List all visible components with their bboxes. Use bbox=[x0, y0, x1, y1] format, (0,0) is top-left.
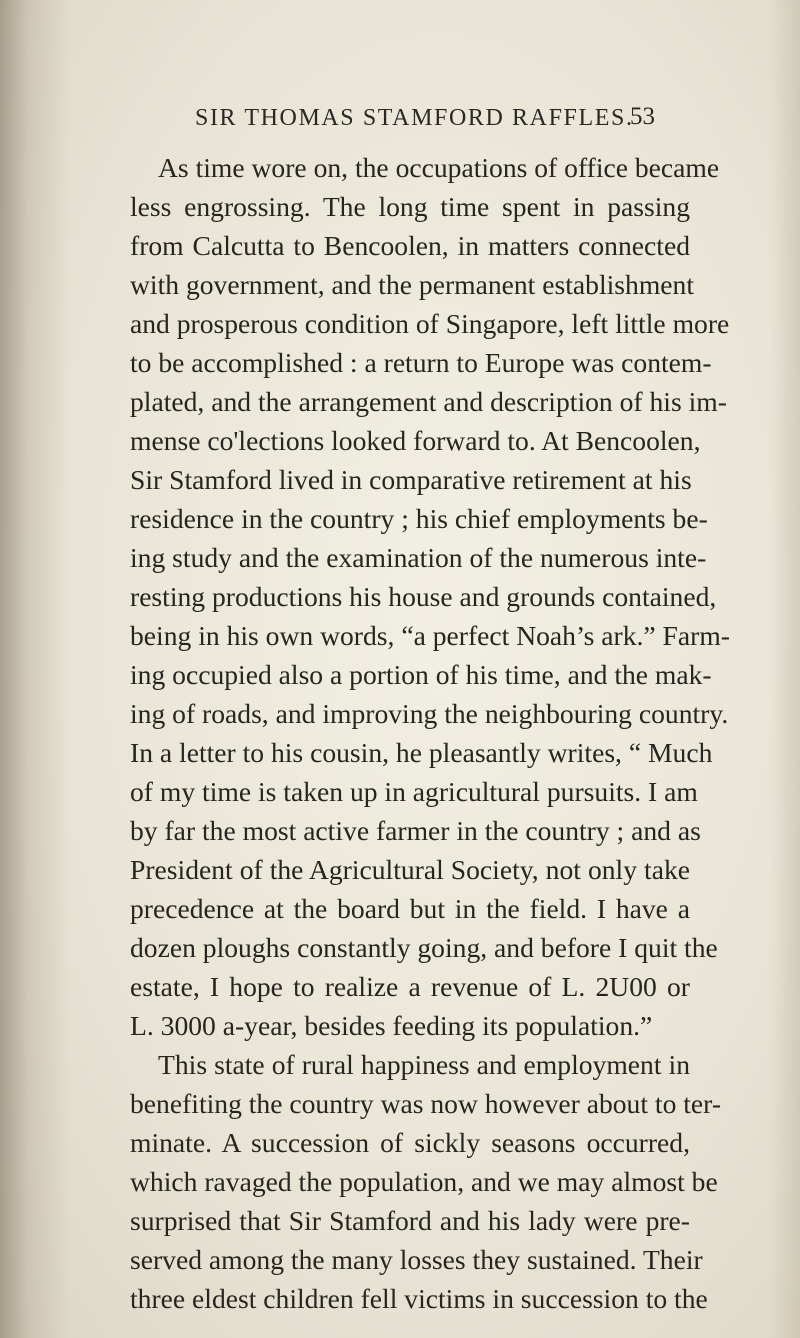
text-line: benefiting the country was now however about to ter- bbox=[130, 1088, 722, 1119]
text-line: served among the many losses they sustained. Their bbox=[130, 1244, 703, 1275]
text-line: with government, and the permanent establishment bbox=[130, 269, 694, 300]
text-line: and prosperous condition of Singapore, left little more bbox=[130, 308, 730, 339]
text-line: ing occupied also a portion of his time, and the mak- bbox=[130, 659, 712, 690]
text-line: three eldest children fell victims in succession to the bbox=[130, 1283, 708, 1314]
text-line: of my time is taken up in agricultural pursuits. I am bbox=[130, 776, 698, 807]
running-head bbox=[195, 105, 655, 135]
text-line: This state of rural happiness and employment in bbox=[158, 1049, 690, 1080]
text-line: minate. A succession of sickly seasons occurred, bbox=[130, 1127, 690, 1158]
text-line: Sir Stamford lived in comparative retirement at his bbox=[130, 464, 692, 495]
text-line: precedence at the board but in the field. I have a bbox=[130, 893, 690, 924]
text-line: plated, and the arrangement and description of his im- bbox=[130, 386, 727, 417]
text-line: resting productions his house and grounds contained, bbox=[130, 581, 717, 612]
text-line: residence in the country ; his chief employments be- bbox=[130, 503, 708, 534]
text-line: As time wore on, the occupations of office became bbox=[158, 152, 720, 183]
text-line: from Calcutta to Bencoolen, in matters connected bbox=[130, 230, 690, 261]
text-line: less engrossing. The long time spent in passing bbox=[130, 191, 690, 222]
text-line: ing of roads, and improving the neighbouring country. bbox=[130, 698, 729, 729]
binding-gutter-shadow bbox=[0, 0, 70, 1338]
text-line: L. 3000 a-year, besides feeding its population.” bbox=[130, 1010, 653, 1041]
text-line: President of the Agricultural Society, not only take bbox=[130, 854, 690, 885]
body-text bbox=[130, 148, 730, 1318]
page-edge-shading bbox=[770, 0, 800, 1338]
text-line: In a letter to his cousin, he pleasantly writes, “ Much bbox=[130, 737, 713, 768]
text-line: dozen ploughs constantly going, and before I quit the bbox=[130, 932, 718, 963]
text-line: mense co'lections looked forward to. At Bencoolen, bbox=[130, 425, 701, 456]
text-line: estate, I hope to realize a revenue of L. 2U00 or bbox=[130, 971, 690, 1002]
text-line: which ravaged the population, and we may almost be bbox=[130, 1166, 718, 1197]
text-line: surprised that Sir Stamford and his lady were pre- bbox=[130, 1205, 690, 1236]
text-line: by far the most active farmer in the country ; and as bbox=[130, 815, 701, 846]
page-number: 53 bbox=[630, 103, 655, 130]
text-line: being in his own words, “a perfect Noah’s ark.” Farm- bbox=[130, 620, 730, 651]
text-line: to be accomplished : a return to Europe was contem- bbox=[130, 347, 712, 378]
running-title: SIR THOMAS STAMFORD RAFFLES. bbox=[195, 105, 634, 131]
text-line: ing study and the examination of the numerous inte- bbox=[130, 542, 707, 573]
